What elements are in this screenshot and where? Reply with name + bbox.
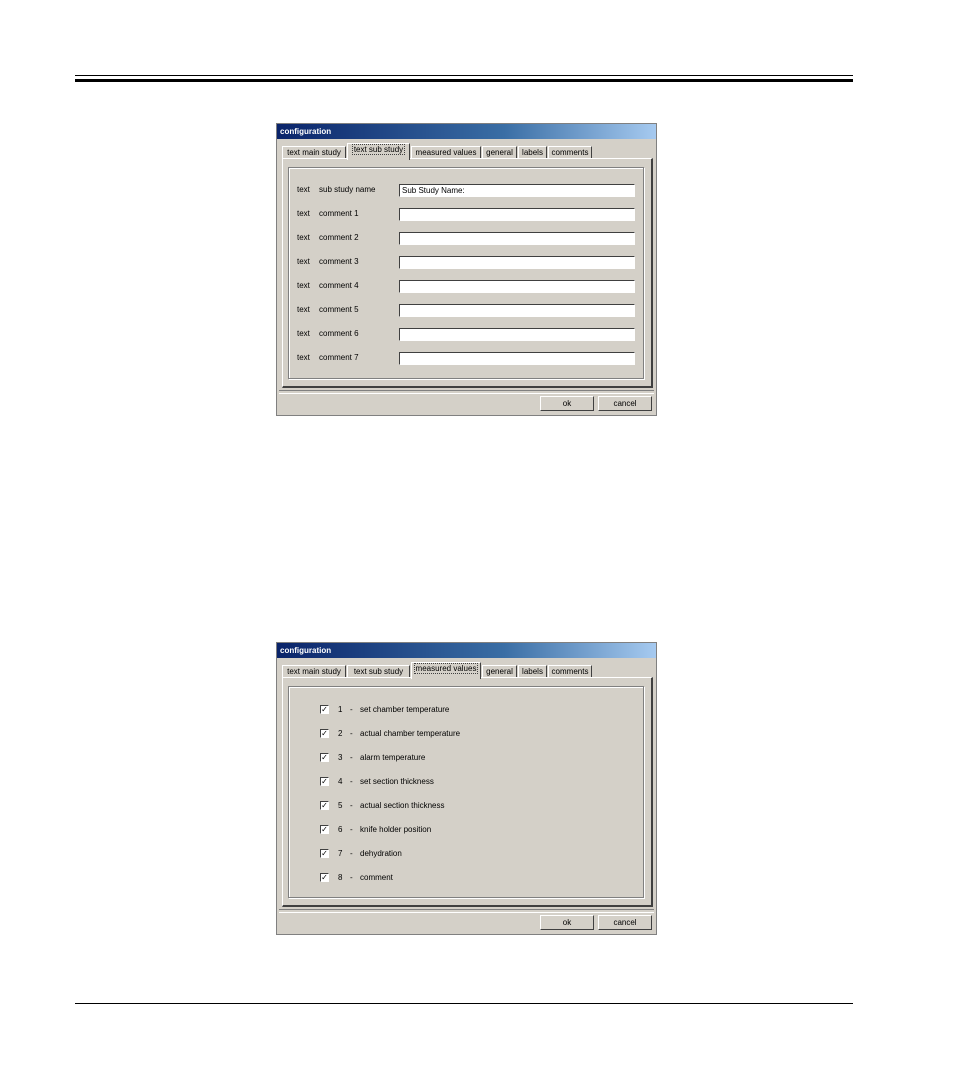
item-label: alarm temperature [360, 753, 426, 762]
sub-study-group [288, 167, 644, 379]
field-label: comment 4 [319, 281, 359, 290]
item-separator: - [350, 729, 353, 738]
field-prefix: text [297, 281, 310, 290]
sub-study-name-input[interactable]: Sub Study Name: [399, 184, 635, 197]
field-prefix: text [297, 305, 310, 314]
ok-button[interactable]: ok [540, 915, 594, 930]
field-label: comment 7 [319, 353, 359, 362]
item-number: 6 [338, 825, 343, 834]
checkbox-actual-chamber-temperature[interactable]: ✓ [321, 729, 328, 738]
tab-text-main-study[interactable]: text main study [282, 146, 346, 159]
item-number: 8 [338, 873, 343, 882]
tab-measured-values[interactable]: measured values [411, 662, 481, 679]
item-separator: - [350, 873, 353, 882]
field-row-sub-study-name [289, 184, 643, 198]
checkbox-set-chamber-temperature[interactable]: ✓ [321, 705, 328, 714]
footer-rule [75, 1003, 853, 1004]
item-label: knife holder position [360, 825, 432, 834]
field-row-comment-7 [289, 352, 643, 366]
item-number: 5 [338, 801, 343, 810]
header-rule-thick [75, 79, 853, 82]
field-prefix: text [297, 329, 310, 338]
field-label: comment 6 [319, 329, 359, 338]
list-item [289, 849, 643, 861]
button-separator [279, 390, 654, 394]
list-item [289, 729, 643, 741]
field-row-comment-2 [289, 232, 643, 246]
item-label: actual section thickness [360, 801, 445, 810]
cancel-button[interactable]: cancel [598, 396, 652, 411]
list-item [289, 825, 643, 837]
field-row-comment-1 [289, 208, 643, 222]
configuration-dialog-sub-study [276, 123, 657, 416]
checkbox-dehydration[interactable]: ✓ [321, 849, 328, 858]
tab-text-sub-study[interactable]: text sub study [347, 143, 410, 160]
field-label: comment 2 [319, 233, 359, 242]
field-row-comment-3 [289, 256, 643, 270]
item-label: actual chamber temperature [360, 729, 461, 738]
tab-general[interactable]: general [482, 146, 517, 159]
checkbox-knife-holder-position[interactable]: ✓ [321, 825, 328, 834]
field-prefix: text [297, 353, 310, 362]
item-separator: - [350, 777, 353, 786]
item-label: comment [360, 873, 393, 882]
item-number: 4 [338, 777, 343, 786]
comment-7-input[interactable] [399, 352, 635, 365]
dialog-title: configuration [277, 124, 656, 139]
comment-6-input[interactable] [399, 328, 635, 341]
list-item [289, 753, 643, 765]
checkbox-actual-section-thickness[interactable]: ✓ [321, 801, 328, 810]
tab-labels[interactable]: labels [518, 146, 547, 159]
measured-values-group [288, 686, 644, 898]
comment-5-input[interactable] [399, 304, 635, 317]
field-label: comment 1 [319, 209, 359, 218]
configuration-dialog-measured-values [276, 642, 657, 935]
tab-text-main-study[interactable]: text main study [282, 665, 346, 678]
item-number: 1 [338, 705, 343, 714]
field-prefix: text [297, 209, 310, 218]
field-label: comment 5 [319, 305, 359, 314]
item-label: set chamber temperature [360, 705, 450, 714]
tab-panel [282, 677, 653, 907]
item-label: dehydration [360, 849, 402, 858]
field-row-comment-4 [289, 280, 643, 294]
item-number: 7 [338, 849, 343, 858]
field-prefix: text [297, 257, 310, 266]
field-label: sub study name [319, 185, 376, 194]
comment-4-input[interactable] [399, 280, 635, 293]
list-item [289, 777, 643, 789]
item-separator: - [350, 705, 353, 714]
item-separator: - [350, 849, 353, 858]
button-separator [279, 909, 654, 913]
cancel-button[interactable]: cancel [598, 915, 652, 930]
ok-button[interactable]: ok [540, 396, 594, 411]
item-label: set section thickness [360, 777, 434, 786]
list-item [289, 801, 643, 813]
checkbox-set-section-thickness[interactable]: ✓ [321, 777, 328, 786]
tab-text-sub-study[interactable]: text sub study [347, 665, 410, 678]
tab-comments[interactable]: comments [548, 146, 592, 159]
tab-general[interactable]: general [482, 665, 517, 678]
tab-panel [282, 158, 653, 388]
list-item [289, 873, 643, 885]
item-number: 3 [338, 753, 343, 762]
item-number: 2 [338, 729, 343, 738]
comment-2-input[interactable] [399, 232, 635, 245]
list-item [289, 705, 643, 717]
header-rule-thin [75, 75, 853, 76]
field-prefix: text [297, 233, 310, 242]
tab-labels[interactable]: labels [518, 665, 547, 678]
item-separator: - [350, 801, 353, 810]
comment-3-input[interactable] [399, 256, 635, 269]
checkbox-comment[interactable]: ✓ [321, 873, 328, 882]
field-label: comment 3 [319, 257, 359, 266]
field-prefix: text [297, 185, 310, 194]
checkbox-alarm-temperature[interactable]: ✓ [321, 753, 328, 762]
tab-comments[interactable]: comments [548, 665, 592, 678]
comment-1-input[interactable] [399, 208, 635, 221]
item-separator: - [350, 753, 353, 762]
tab-measured-values[interactable]: measured values [411, 146, 481, 159]
field-row-comment-5 [289, 304, 643, 318]
field-row-comment-6 [289, 328, 643, 342]
item-separator: - [350, 825, 353, 834]
dialog-title: configuration [277, 643, 656, 658]
